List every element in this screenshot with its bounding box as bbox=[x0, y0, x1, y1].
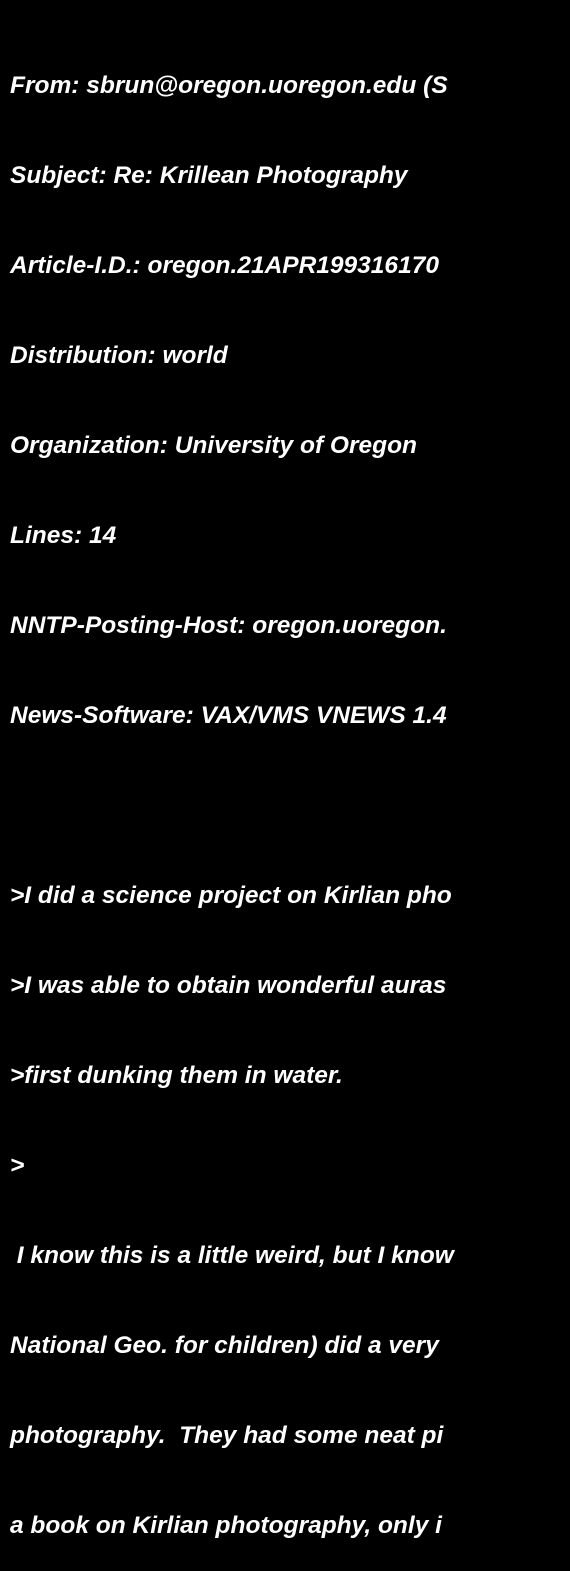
header-label: News-Software: bbox=[10, 702, 194, 729]
header-label: Organization: bbox=[10, 432, 168, 459]
header-value: VAX/VMS VNEWS 1.4 bbox=[200, 702, 447, 729]
body-line-text: >I did a science project on Kirlian pho bbox=[10, 882, 452, 909]
header-organization bbox=[10, 431, 570, 461]
header-value: oregon.uoregon. bbox=[252, 612, 447, 639]
header-subject bbox=[10, 161, 570, 191]
header-value: sbrun@oregon.uoregon.edu (S bbox=[86, 72, 448, 99]
body-line-text: I know this is a little weird, but I know bbox=[10, 1242, 454, 1269]
body-line-text: >first dunking them in water. bbox=[10, 1062, 343, 1089]
header-label: Subject: bbox=[10, 162, 107, 189]
header-label: From: bbox=[10, 72, 80, 99]
header-nntp-posting-host bbox=[10, 611, 570, 641]
header-label: Lines: bbox=[10, 522, 83, 549]
header-distribution bbox=[10, 341, 570, 371]
body-line-text: National Geo. for children) did a very bbox=[10, 1332, 439, 1359]
header-value: Re: Krillean Photography bbox=[113, 162, 408, 189]
body-line-quoted bbox=[10, 1061, 570, 1091]
body-line-quoted bbox=[10, 881, 570, 911]
body-line-text: >I was able to obtain wonderful auras bbox=[10, 972, 447, 999]
header-label: Distribution: bbox=[10, 342, 156, 369]
header-label: Article-I.D.: bbox=[10, 252, 141, 279]
body-line bbox=[10, 1241, 570, 1271]
body-line bbox=[10, 1331, 570, 1361]
header-from bbox=[10, 71, 570, 101]
body-line-text: photography. They had some neat pi bbox=[10, 1422, 444, 1449]
usenet-message bbox=[10, 11, 570, 1571]
blank-line bbox=[10, 791, 570, 821]
header-value: oregon.21APR199316170 bbox=[147, 252, 439, 279]
header-article-id bbox=[10, 251, 570, 281]
header-value: University of Oregon bbox=[174, 432, 418, 459]
body-line bbox=[10, 1421, 570, 1451]
body-line-quoted bbox=[10, 971, 570, 1001]
header-news-software bbox=[10, 701, 570, 731]
body-line-text: > bbox=[10, 1152, 25, 1179]
header-lines bbox=[10, 521, 570, 551]
header-label: NNTP-Posting-Host: bbox=[10, 612, 246, 639]
body-line-text: a book on Kirlian photography, only i bbox=[10, 1512, 442, 1539]
body-line bbox=[10, 1511, 570, 1541]
header-value: world bbox=[162, 342, 228, 369]
header-value: 14 bbox=[88, 522, 117, 549]
body-line-quoted bbox=[10, 1151, 570, 1181]
